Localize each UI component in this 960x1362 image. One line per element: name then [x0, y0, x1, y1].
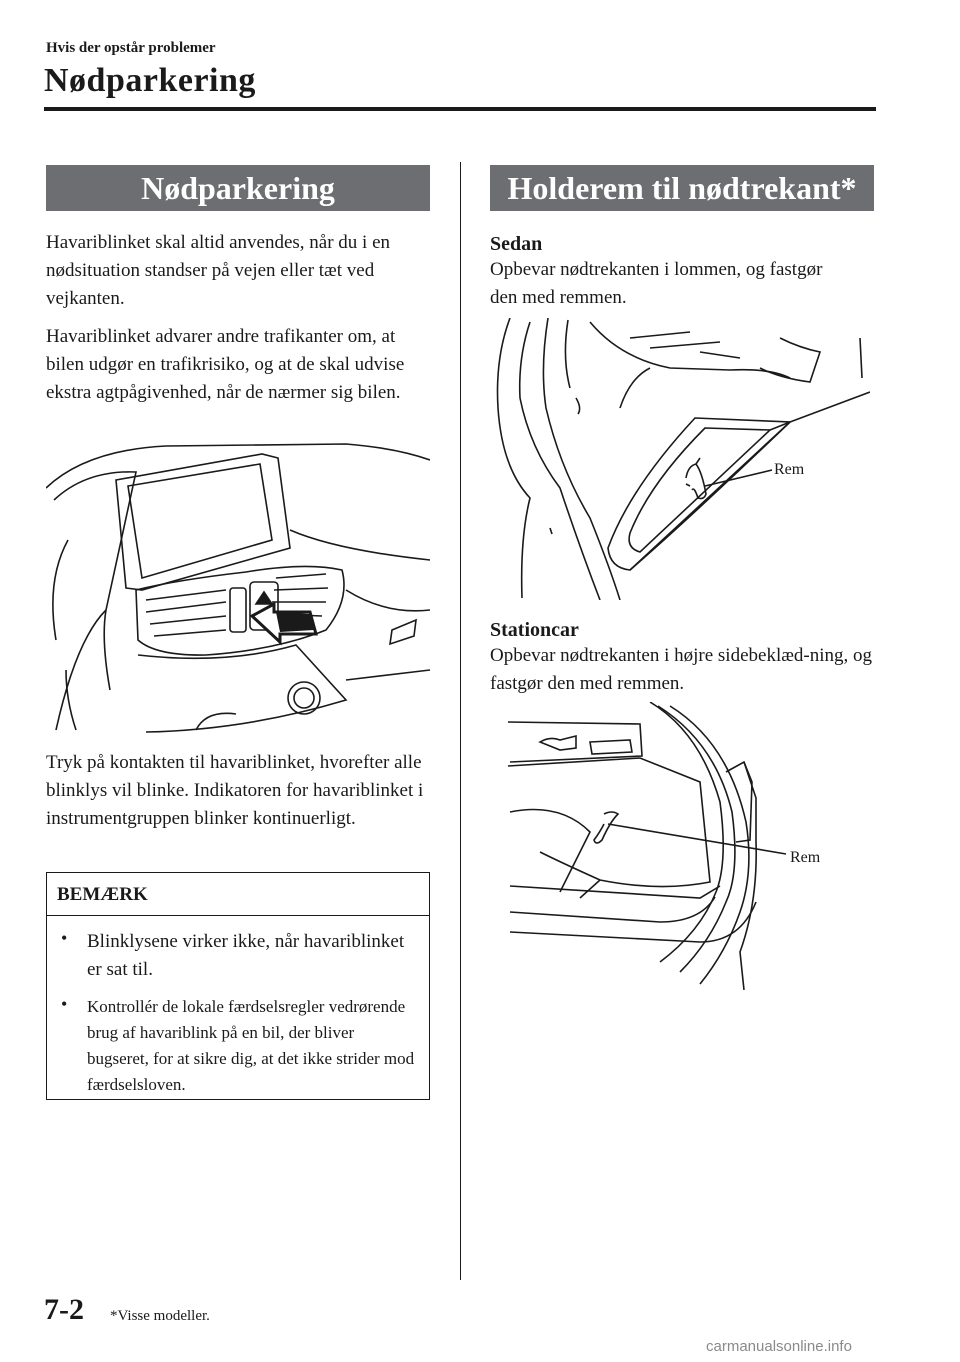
sedan-heading: Sedan — [490, 233, 543, 255]
paragraph-hazard-intro: Havariblinket skal altid anvendes, når du i en nødsituation standser på vejen eller tæt ved vejkanten. — [46, 232, 391, 309]
note-item — [47, 928, 429, 984]
sedan-strap-label: Rem — [774, 461, 805, 478]
wagon-cargo-illustration — [500, 702, 840, 990]
paragraph-hazard-warning: Havariblinket advarer andre trafikanter om, at bilen udgør en trafikrisiko, og at de skal udvise ekstra agtpågivenhed, når de nærmer sig bilen. — [46, 326, 405, 403]
hazard-switch-illustration — [46, 440, 430, 735]
note-header: BEMÆRK — [47, 873, 429, 916]
column-divider — [460, 162, 461, 1280]
paragraph-hazard-usage: Tryk på kontakten til havariblinket, hvorefter alle blinklys vil blinke. Indikatoren for havariblinket i instrumentgruppen blinker kontinuerligt. — [46, 752, 424, 829]
wagon-heading: Stationcar — [490, 619, 579, 641]
note-item — [47, 994, 429, 1098]
sedan-trunk-illustration — [490, 318, 870, 600]
wagon-text: Opbevar nødtrekanten i højre sidebeklæd-ning, og fastgør den med remmen. — [490, 645, 873, 694]
chapter-label: Hvis der opstår problemer — [46, 40, 216, 56]
note-item-text: Kontrollér de lokale færdselsregler vedrørende brug af havariblink på en bil, der bliver bugseret, for at sikre dig, at det ikke strider mod færdselsloven. — [87, 997, 415, 1094]
wagon-strap-label: Rem — [790, 849, 821, 866]
bullet-icon: • — [61, 994, 68, 1014]
title-rule — [44, 107, 876, 111]
section-banner-emergency-parking: Nødparkering — [46, 165, 430, 211]
section-banner-triangle-strap: Holderem til nødtrekant* — [490, 165, 874, 211]
footnote: *Visse modeller. — [110, 1308, 210, 1324]
note-item-text: Blinklysene virker ikke, når havariblinket er sat til. — [87, 931, 405, 980]
bullet-icon: • — [61, 928, 68, 948]
watermark-text: carmanualsonline.info — [706, 1338, 852, 1355]
note-box — [46, 872, 430, 1100]
sedan-text: Opbevar nødtrekanten i lommen, og fastgør den med remmen. — [490, 259, 823, 308]
page-title: Nødparkering — [44, 62, 256, 99]
page-number: 7-2 — [44, 1293, 84, 1326]
